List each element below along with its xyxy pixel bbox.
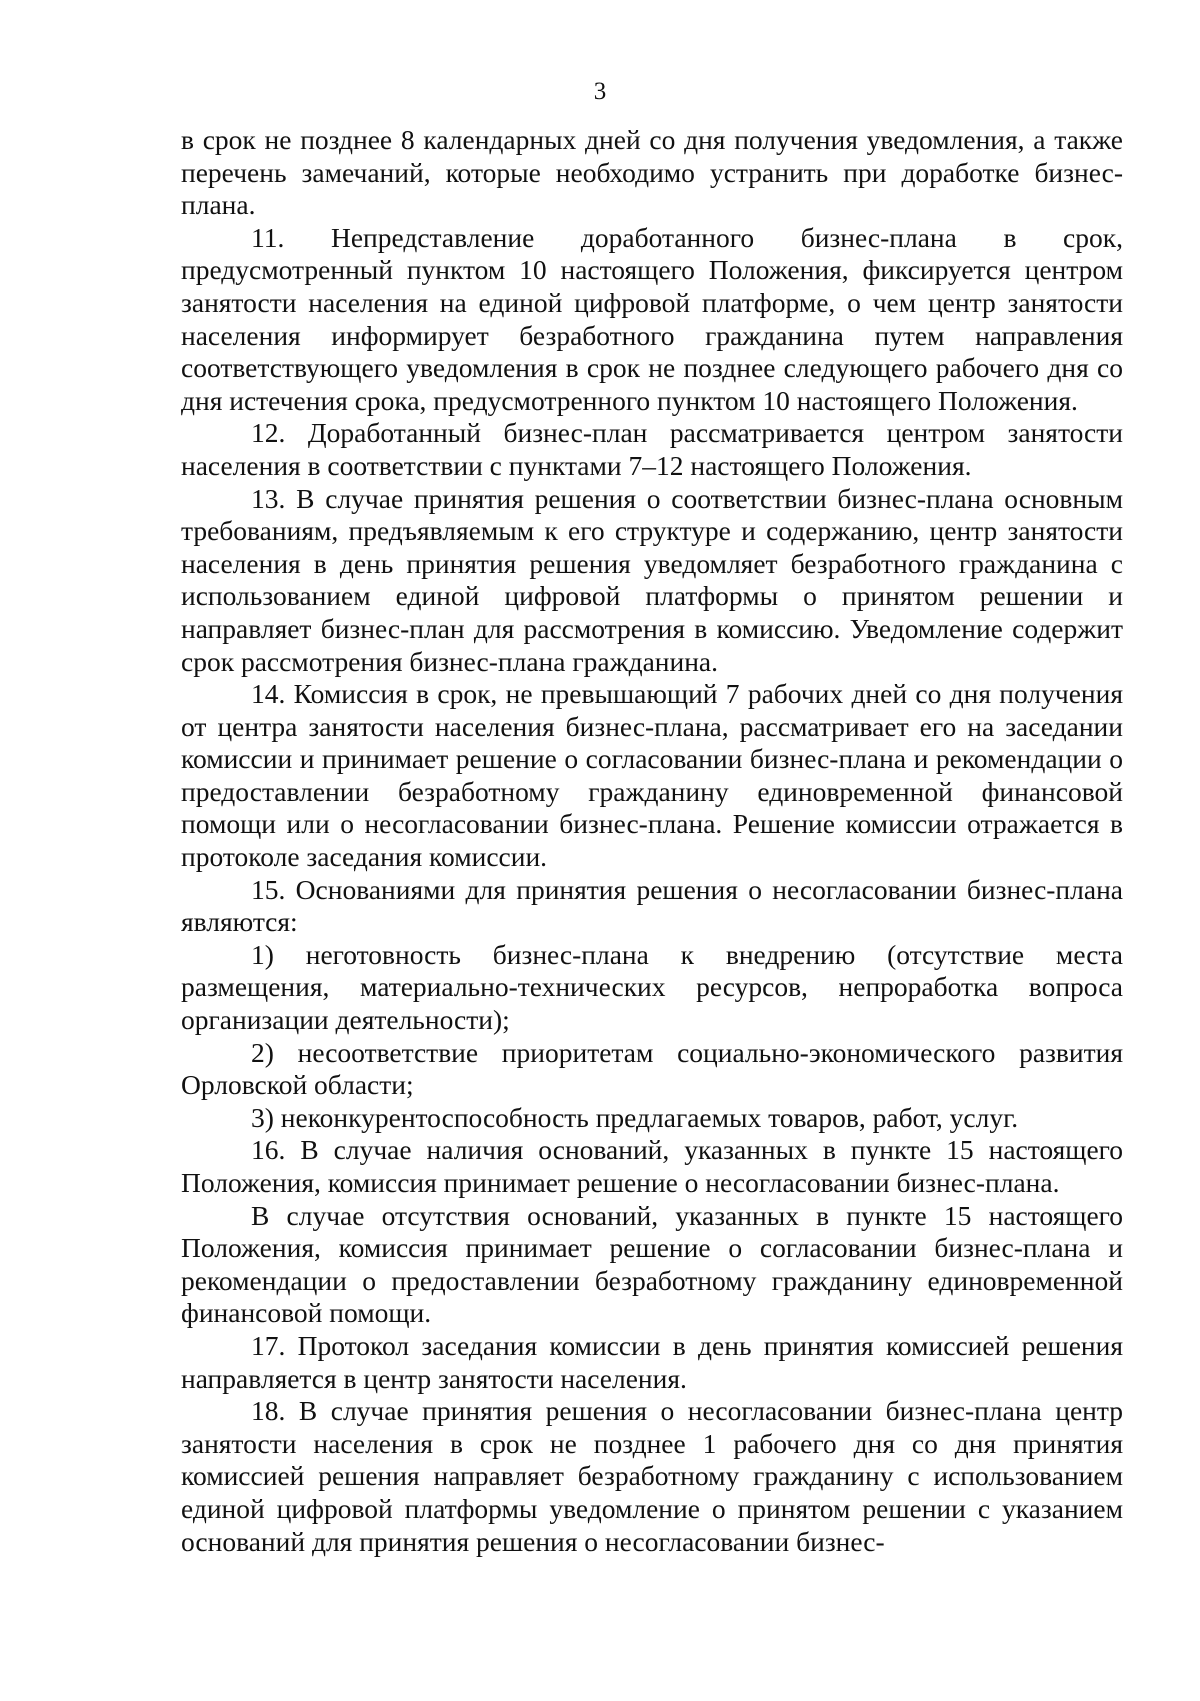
paragraph-item-18: 18. В случае принятия решения о несогласовании бизнес-плана центр занятости населения в срок не позднее 1 рабочего дня со дня принятия комиссией решения направляет безработному гражданину с использованием единой цифровой платформы уведомление о принятом решении с указанием оснований для принятия решения о несогласовании бизнес- <box>181 1395 1123 1557</box>
paragraph-item-13: 13. В случае принятия решения о соответствии бизнес-плана основным требованиям, предъявляемым к его структуре и содержанию, центр занятости населения в день принятия решения уведомляет безработного гражданина с использованием единой цифровой платформы о принятом решении и направляет бизнес-план для рассмотрения в комиссию. Уведомление содержит срок рассмотрения бизнес-плана гражданина. <box>181 482 1123 677</box>
document-body <box>181 124 1123 1558</box>
paragraph-item-14: 14. Комиссия в срок, не превышающий 7 рабочих дней со дня получения от центра занятости населения бизнес-плана, рассматривает его на заседании комиссии и принимает решение о согласовании бизнес-плана и рекомендации о предоставлении безработному гражданину единовременной финансовой помощи или о несогласовании бизнес-плана. Решение комиссии отражается в протоколе заседания комиссии. <box>181 678 1123 873</box>
paragraph-subitem-2: 2) несоответствие приоритетам социально-экономического развития Орловской области; <box>181 1036 1123 1101</box>
paragraph-item-12: 12. Доработанный бизнес-план рассматривается центром занятости населения в соответствии с пунктами 7–12 настоящего Положения. <box>181 417 1123 481</box>
paragraph-continuation: в срок не позднее 8 календарных дней со дня получения уведомления, а также перечень замечаний, которые необходимо устранить при доработке бизнес-плана. <box>181 124 1123 221</box>
paragraph-item-15: 15. Основаниями для принятия решения о несогласовании бизнес-плана являются: <box>181 873 1123 938</box>
paragraph-item-11: 11. Непредставление доработанного бизнес-плана в срок, предусмотренный пунктом 10 настоящего Положения, фиксируется центром занятости населения на единой цифровой платформе, о чем центр занятости населения информирует безработного гражданина путем направления соответствующего уведомления в срок не позднее следующего рабочего дня со дня истечения срока, предусмотренного пунктом 10 настоящего Положения. <box>181 221 1123 416</box>
paragraph-subitem-1: 1) неготовность бизнес-плана к внедрению (отсутствие места размещения, материально-технических ресурсов, непроработка вопроса организации деятельности); <box>181 938 1123 1036</box>
paragraph-item-16-continued: В случае отсутствия оснований, указанных в пункте 15 настоящего Положения, комиссия принимает решение о согласовании бизнес-плана и рекомендации о предоставлении безработному гражданину единовременной финансовой помощи. <box>181 1199 1123 1329</box>
paragraph-item-17: 17. Протокол заседания комиссии в день принятия комиссией решения направляется в центр занятости населения. <box>181 1329 1123 1394</box>
paragraph-subitem-3: 3) неконкурентоспособность предлагаемых товаров, работ, услуг. <box>251 1101 1019 1133</box>
page-number: 3 <box>593 78 607 105</box>
paragraph-item-16: 16. В случае наличия оснований, указанных в пункте 15 настоящего Положения, комиссия принимает решение о несогласовании бизнес-плана. <box>181 1134 1123 1198</box>
